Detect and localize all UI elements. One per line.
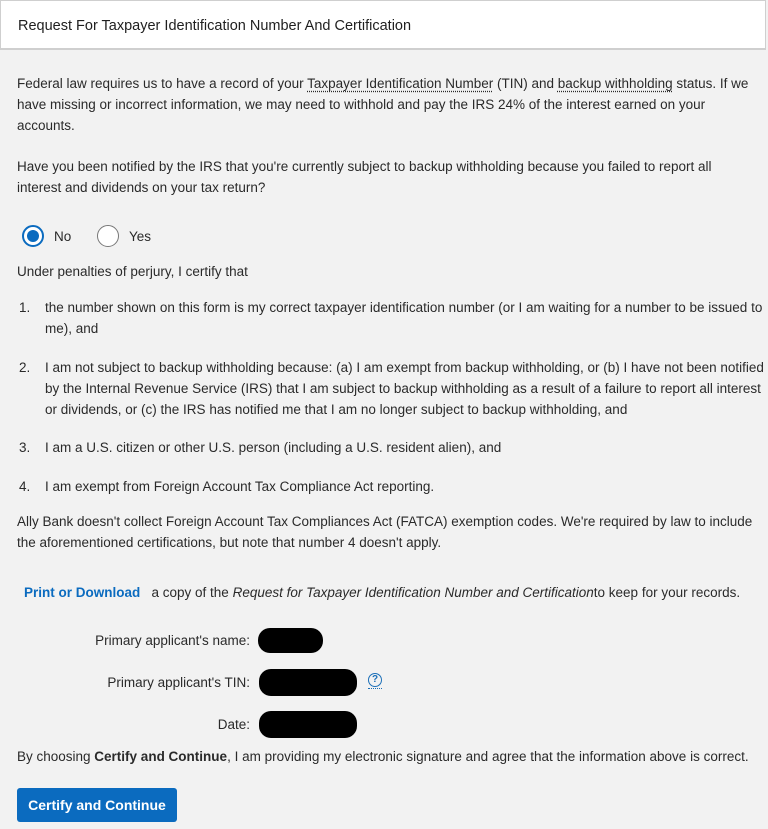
intro-text: Federal law requires us to have a record of your — [17, 76, 308, 91]
certify-continue-button[interactable]: Certify and Continue — [17, 788, 177, 822]
perjury-statement: Under penalties of perjury, I certify that — [17, 264, 248, 279]
print-text: to keep for your records. — [593, 585, 741, 600]
certification-number: 3. — [19, 440, 31, 455]
radio-yes[interactable] — [97, 225, 151, 247]
backup-withholding-link[interactable]: backup withholding — [557, 76, 673, 91]
certification-number: 1. — [19, 300, 31, 315]
tin-link[interactable]: Taxpayer Identification Number — [307, 76, 494, 91]
signature-text: , I am providing my electronic signature and agree that the information above is correct. — [227, 749, 749, 764]
help-icon-underline — [368, 688, 382, 689]
certification-item — [19, 297, 768, 339]
radio-no-indicator[interactable] — [22, 225, 44, 247]
help-icon[interactable]: ? — [368, 673, 382, 687]
radio-no[interactable] — [22, 225, 71, 247]
intro-text: status. If we have missing or incorrect information, we may need to withhold and pay the IRS 24% of the interest earned on your accounts. — [17, 76, 749, 133]
fatca-note: Ally Bank doesn't collect Foreign Account Tax Compliances Act (FATCA) exemption codes. We're required by law to include the aforementioned certifications, but note that number 4 doesn't apply. — [17, 514, 753, 550]
certification-text: I am exempt from Foreign Account Tax Compliance Act reporting. — [45, 479, 435, 494]
certification-text: the number shown on this form is my correct taxpayer identification number (or I am waiting for a number to be issued to me), and — [45, 300, 763, 336]
signature-text: By choosing — [17, 749, 95, 764]
page-header — [0, 0, 766, 50]
radio-yes-label: Yes — [129, 228, 152, 244]
signature-bold: Certify and Continue — [94, 749, 228, 764]
certification-number: 2. — [19, 360, 31, 375]
certification-text: I am a U.S. citizen or other U.S. person (including a U.S. resident alien), and — [45, 440, 502, 455]
print-line — [24, 582, 759, 603]
backup-question: Have you been notified by the IRS that you're currently subject to backup withholding because you failed to report all interest and dividends on your tax return? — [17, 159, 712, 195]
date-value-redacted — [259, 711, 357, 738]
print-download-link[interactable]: Print or Download — [24, 585, 141, 600]
primary-tin-value-redacted — [259, 669, 357, 696]
radio-yes-indicator[interactable] — [97, 225, 119, 247]
signature-statement — [17, 746, 757, 767]
certification-item — [19, 357, 768, 420]
page-title: Request For Taxpayer Identification Number And Certification — [18, 18, 412, 34]
print-text: a copy of the — [151, 585, 233, 600]
print-document-name: Request for Taxpayer Identification Number and Certification — [232, 585, 594, 600]
radio-no-label: No — [54, 228, 72, 244]
primary-tin-label: Primary applicant's TIN: — [107, 675, 250, 690]
certification-item — [19, 476, 768, 497]
primary-name-value-redacted — [258, 628, 323, 653]
certification-number: 4. — [19, 479, 31, 494]
intro-text: (TIN) and — [493, 76, 558, 91]
date-label: Date: — [217, 717, 250, 732]
certification-text: I am not subject to backup withholding because: (a) I am exempt from backup withholding, or (b) I have not been notified by the Internal Revenue Service (IRS) that I am subject to backup withholding as a result of a failure to report all interest or dividends, or (c) the IRS has notified me that I am no longer subject to backup withholding, and — [45, 360, 764, 417]
certification-item — [19, 437, 768, 458]
primary-name-label: Primary applicant's name: — [95, 633, 250, 648]
intro-paragraph — [17, 73, 757, 136]
